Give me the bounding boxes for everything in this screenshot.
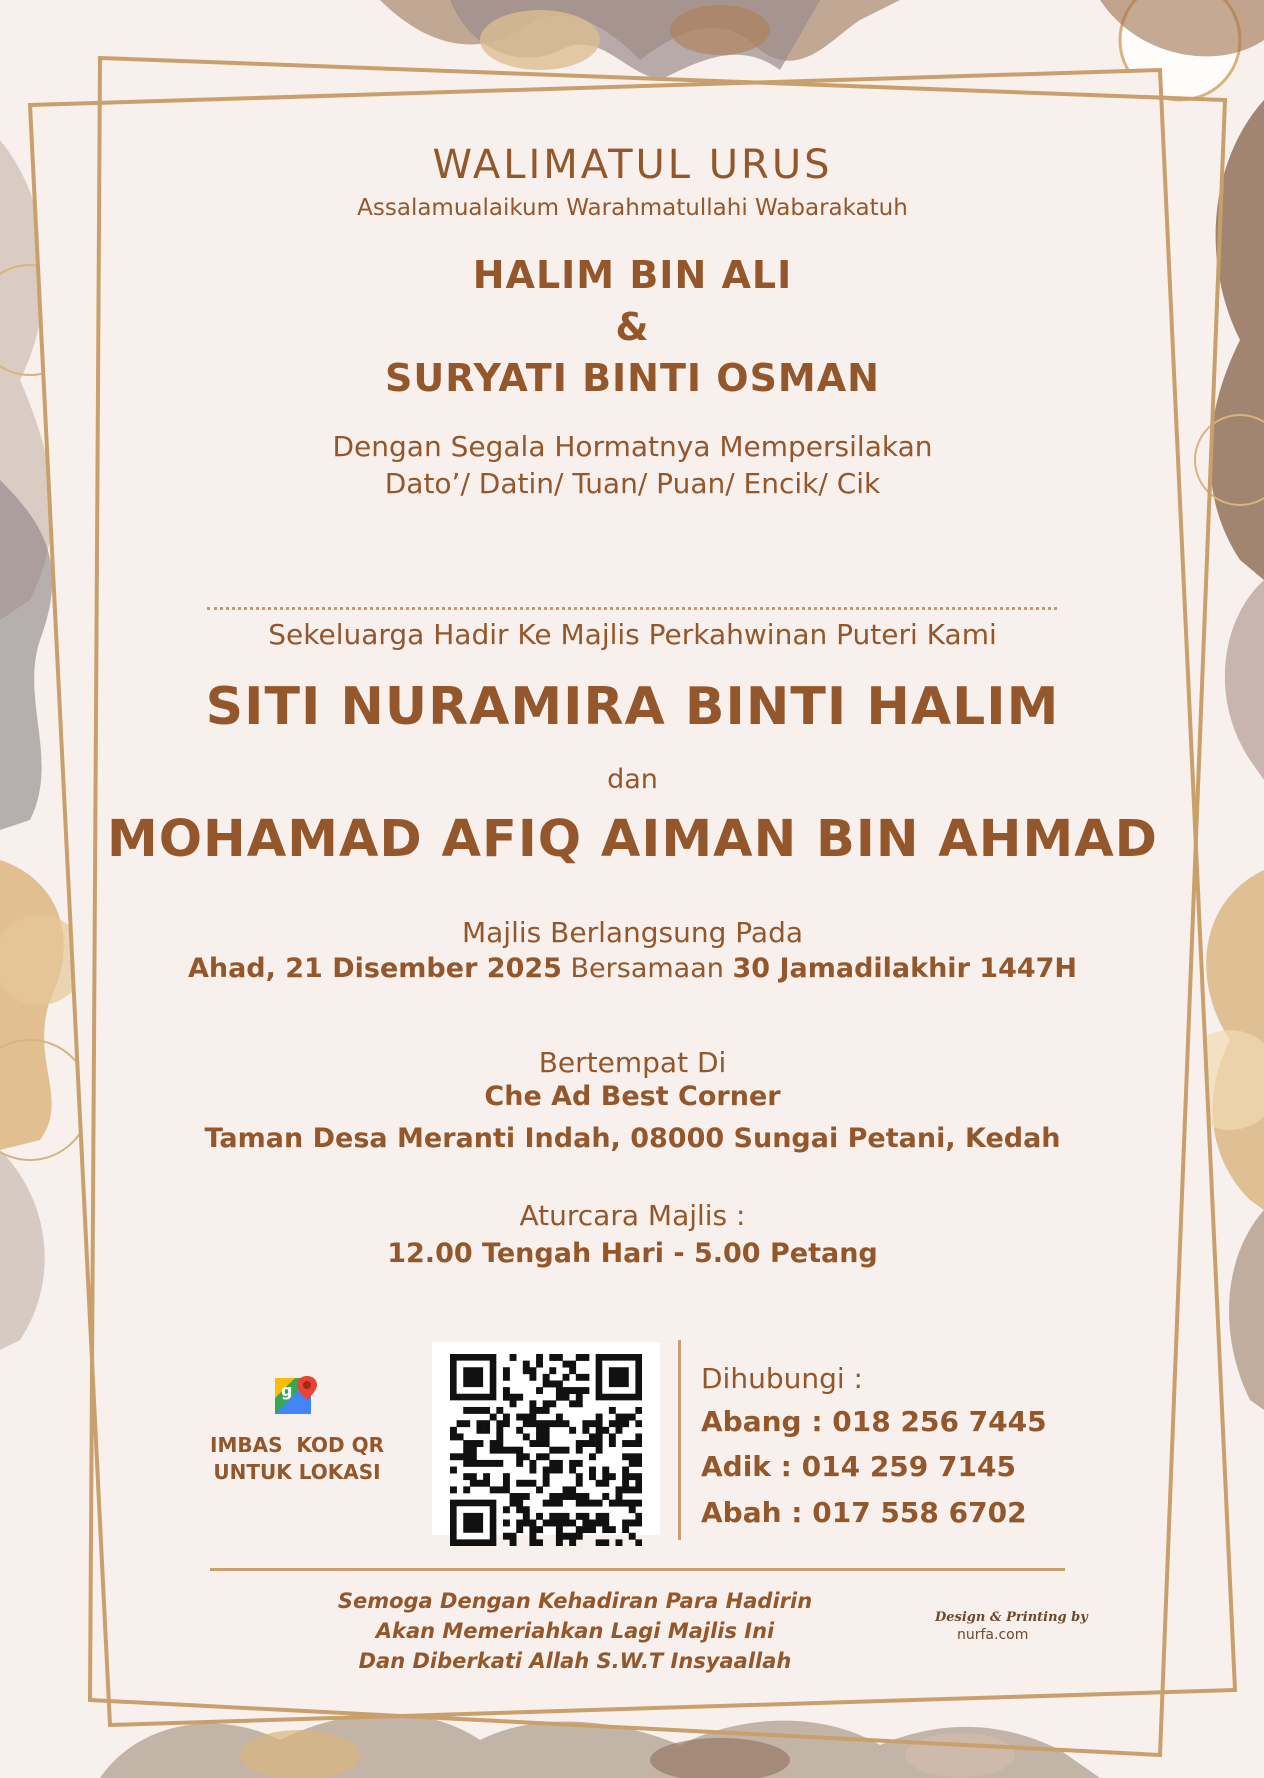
scan-qr-line-1: IMBAS KOD QR — [210, 1433, 384, 1457]
closing-line-3: Dan Diberkati Allah S.W.T Insyaallah — [358, 1649, 792, 1673]
date-joiner: Bersamaan — [570, 953, 724, 984]
date-line — [95, 953, 1170, 984]
qr-code-pattern — [450, 1354, 642, 1546]
credit-label: Design & Printing by — [935, 1610, 1088, 1625]
svg-text:g: g — [281, 1381, 293, 1400]
ampersand: & — [615, 305, 650, 349]
vertical-divider — [678, 1340, 681, 1540]
hijri-date: 30 Jamadilakhir 1447H — [732, 953, 1078, 984]
groom-name: MOHAMAD AFIQ AIMAN BIN AHMAD — [106, 810, 1159, 869]
schedule-time: 12.00 Tengah Hari - 5.00 Petang — [387, 1238, 878, 1269]
greeting: Assalamualaikum Warahmatullahi Wabarakatuh — [357, 195, 908, 221]
contact-abah[interactable]: Abah : 017 558 6702 — [701, 1496, 1027, 1529]
closing-line-2: Akan Memeriahkan Lagi Majlis Ini — [375, 1619, 775, 1643]
gregorian-date: Ahad, 21 Disember 2025 — [187, 953, 562, 984]
date-label: Majlis Berlangsung Pada — [461, 916, 804, 949]
contact-abang[interactable]: Abang : 018 256 7445 — [701, 1405, 1047, 1438]
bride-name: SITI NURAMIRA BINTI HALIM — [205, 677, 1060, 737]
invitation-card — [95, 80, 1170, 1700]
venue-label: Bertempat Di — [538, 1046, 727, 1079]
google-maps-icon — [275, 1374, 317, 1416]
family-line: Sekeluarga Hadir Ke Majlis Perkahwinan Puteri Kami — [268, 618, 997, 651]
mother-name: SURYATI BINTI OSMAN — [385, 356, 880, 400]
venue-address: Taman Desa Meranti Indah, 08000 Sungai Petani, Kedah — [204, 1123, 1061, 1154]
invitation-line-2: Dato’/ Datin/ Tuan/ Puan/ Encik/ Cik — [384, 467, 881, 500]
credit-site[interactable]: nurfa.com — [957, 1627, 1029, 1643]
couple-connector: dan — [607, 764, 658, 795]
horizontal-divider — [210, 1568, 1065, 1571]
schedule-label: Aturcara Majlis : — [519, 1199, 746, 1232]
contact-title: Dihubungi : — [701, 1362, 863, 1395]
closing-line-1: Semoga Dengan Kehadiran Para Hadirin — [337, 1589, 813, 1613]
scan-qr-line-2: UNTUK LOKASI — [213, 1460, 381, 1484]
event-title: WALIMATUL URUS — [432, 142, 833, 188]
venue-name: Che Ad Best Corner — [484, 1081, 781, 1112]
contact-adik[interactable]: Adik : 014 259 7145 — [701, 1450, 1016, 1483]
location-qr-code[interactable] — [432, 1342, 660, 1535]
scan-qr-label — [207, 1432, 387, 1486]
father-name: HALIM BIN ALI — [472, 253, 793, 297]
dotted-divider — [207, 607, 1057, 610]
invitation-line-1: Dengan Segala Hormatnya Mempersilakan — [332, 430, 933, 463]
